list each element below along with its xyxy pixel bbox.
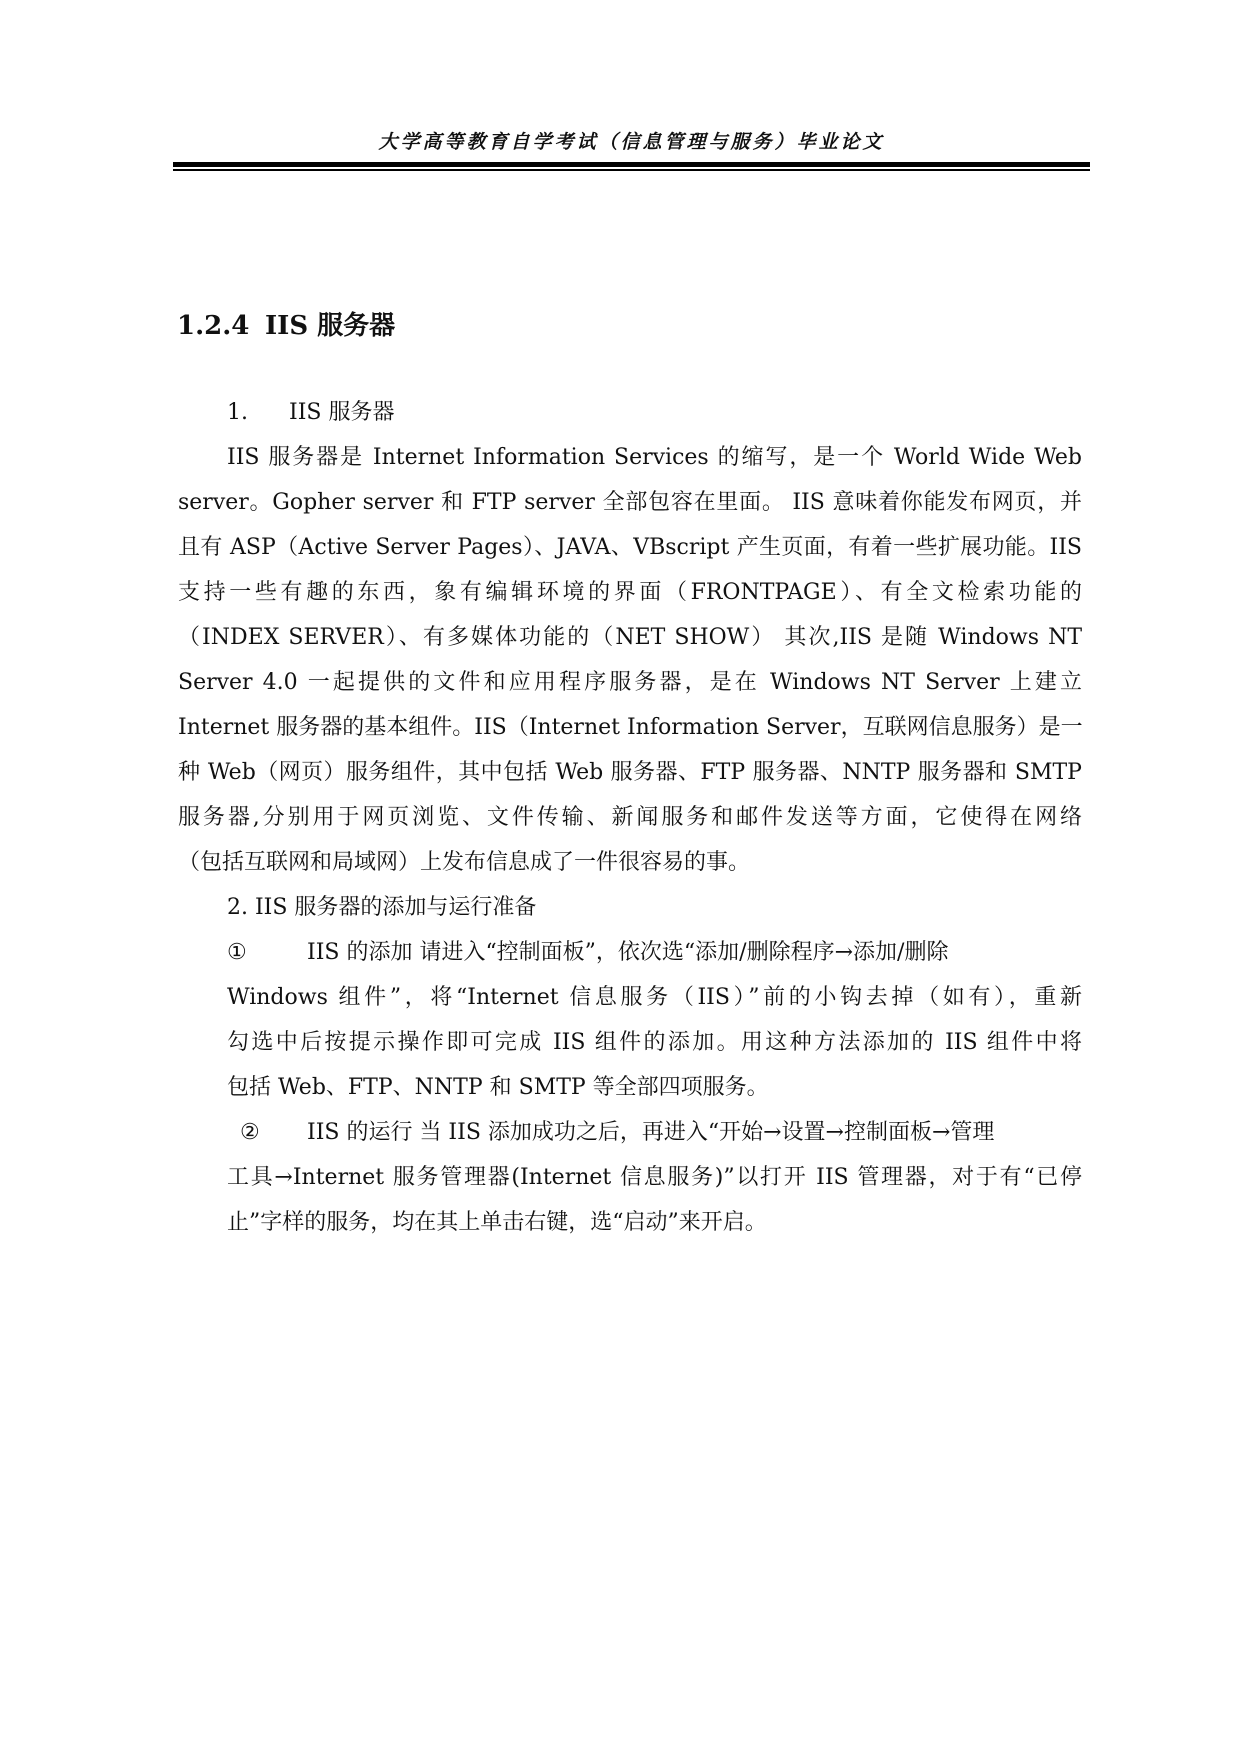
paragraph-line: （包括互联网和局域网）上发布信息成了一件很容易的事。	[178, 850, 751, 875]
paragraph-line: Server 4.0 一起提供的文件和应用程序服务器，是在 Windows NT Server 上建立	[178, 670, 1082, 695]
header-rule-thick	[173, 162, 1090, 167]
section-heading	[177, 305, 395, 342]
step-1-marker: ①	[227, 940, 247, 965]
header-rule-thin	[173, 169, 1090, 171]
paragraph-line: IIS 服务器是 Internet Information Services 的缩写，是一个 World Wide Web	[227, 445, 1082, 470]
paragraph-line: 支持一些有趣的东西，象有编辑环境的界面（FRONTPAGE）、有全文检索功能的	[178, 580, 1082, 605]
step-line: 工具→Internet 服务管理器(Internet 信息服务)”以打开 IIS 管理器，对于有“已停	[227, 1165, 1082, 1190]
item2-heading: 2. IIS 服务器的添加与运行准备	[227, 895, 537, 920]
item1-heading	[227, 398, 394, 428]
step-line	[240, 1118, 994, 1148]
step-2-marker: ②	[240, 1120, 260, 1145]
step-1-line-text: IIS 的添加 请进入“控制面板”，依次选“添加/删除程序→添加/删除	[307, 940, 949, 965]
section-title: IIS 服务器	[265, 311, 396, 341]
step-line: Windows 组件”，将“Internet 信息服务（IIS）”前的小钩去掉（如有），重新	[227, 985, 1082, 1010]
step-line	[227, 938, 1082, 968]
paragraph-line: （INDEX SERVER）、有多媒体功能的（NET SHOW） 其次,IIS 是随 Windows NT	[178, 625, 1082, 650]
running-header: 大学高等教育自学考试（信息管理与服务）毕业论文	[378, 131, 885, 153]
item1-number: 1.	[227, 400, 248, 425]
paragraph-line: Internet 服务器的基本组件。IIS（Internet Information Server，互联网信息服务）是一	[178, 715, 1083, 740]
step-line: 包括 Web、FTP、NNTP 和 SMTP 等全部四项服务。	[227, 1075, 769, 1100]
step-2-line-text: IIS 的运行 当 IIS 添加成功之后，再进入“开始→设置→控制面板→管理	[307, 1120, 995, 1145]
item1-title: IIS 服务器	[289, 400, 395, 425]
paragraph-line: 种 Web（网页）服务组件，其中包括 Web 服务器、FTP 服务器、NNTP 服务器和 SMTP	[178, 760, 1082, 785]
step-line: 止”字样的服务，均在其上单击右键，选“启动”来开启。	[227, 1210, 767, 1235]
section-number: 1.2.4	[177, 311, 250, 341]
step-line: 勾选中后按提示操作即可完成 IIS 组件的添加。用这种方法添加的 IIS 组件中将	[227, 1030, 1082, 1055]
paragraph-line: server。Gopher server 和 FTP server 全部包容在里面。 IIS 意味着你能发布网页，并	[178, 490, 1082, 515]
paragraph-line: 服务器,分别用于网页浏览、文件传输、新闻服务和邮件发送等方面，它使得在网络	[178, 805, 1082, 830]
paragraph-line: 且有 ASP（Active Server Pages）、JAVA、VBscript 产生页面，有着一些扩展功能。IIS	[178, 535, 1082, 560]
